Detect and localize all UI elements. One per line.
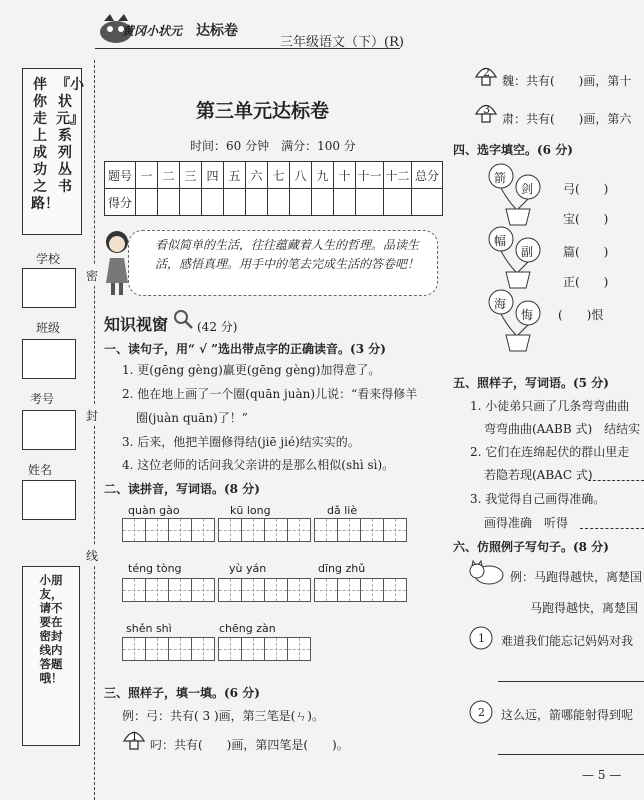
- score-cell[interactable]: [224, 189, 246, 216]
- vase-1-blank-2: 宝( ): [563, 212, 609, 226]
- knowledge-heading: 知识视窗: [104, 315, 169, 334]
- pinyin-3: dǎ liè: [327, 504, 358, 517]
- q5-line-5: 3. 我觉得自己画得准确。: [470, 492, 606, 506]
- q1-item-2-cont: 圈(juàn quān)了！”: [136, 411, 248, 425]
- slogan-box: [22, 68, 82, 235]
- knowledge-score: (42 分): [197, 320, 238, 334]
- time-info: 时间：60 分钟 满分：100 分: [190, 139, 356, 153]
- reminder-text: 小朋友，请不要在密封线内答题哦！: [39, 573, 63, 685]
- score-table: [104, 161, 443, 216]
- q1-item-4: 4. 这位老师的话问我父亲讲的是那么相似(shì sì)。: [122, 458, 395, 472]
- q3-num-2: 2: [483, 66, 490, 79]
- q5-answer-line-1[interactable]: [588, 480, 644, 481]
- score-cell[interactable]: [158, 189, 180, 216]
- char-grid-3[interactable]: [314, 518, 406, 542]
- col-1: 一: [136, 162, 158, 189]
- pinyin-4: téng tòng: [128, 562, 182, 575]
- score-cell[interactable]: [334, 189, 356, 216]
- score-cell[interactable]: [412, 189, 443, 216]
- school-field[interactable]: [22, 268, 76, 308]
- col-9: 九: [312, 162, 334, 189]
- char-grid-4[interactable]: [122, 578, 214, 602]
- score-cell[interactable]: [246, 189, 268, 216]
- score-table-score-row: [105, 189, 443, 216]
- col-8: 八: [290, 162, 312, 189]
- slogan-col-2: 伴你走上成功之路！: [31, 77, 59, 212]
- vase-1-char-2: 剑: [521, 182, 534, 196]
- col-total: 总分: [412, 162, 443, 189]
- header-rule: [95, 48, 400, 49]
- brand-name: 黄冈小状元: [122, 24, 183, 38]
- grade-label: 三年级语文（下）(R): [280, 35, 404, 50]
- score-cell[interactable]: [356, 189, 384, 216]
- seal-char-mi: 密: [86, 265, 98, 286]
- q3-num-3: 3: [483, 103, 490, 116]
- vase-3-char-2: 悔: [521, 308, 534, 322]
- score-cell[interactable]: [290, 189, 312, 216]
- col-3: 三: [180, 162, 202, 189]
- seal-line: [94, 60, 95, 800]
- exam-number-field[interactable]: [22, 410, 76, 450]
- col-4: 四: [202, 162, 224, 189]
- q3-heading: 三、照样子，填一填。(6 分): [104, 686, 260, 700]
- pinyin-5: yù yán: [229, 562, 267, 575]
- series-name: 达标卷: [196, 23, 238, 39]
- q1-heading: 一、读句子，用“ √ ”选出带点字的正确读音。(3 分): [104, 342, 386, 356]
- class-label: 班级: [35, 321, 60, 335]
- col-5: 五: [224, 162, 246, 189]
- q1-item-2: 2. 他在地上画了一个圈(quān juàn)儿说：“看来得修羊: [122, 387, 418, 401]
- pinyin-1: quàn gào: [128, 504, 180, 517]
- q6-answer-line-2[interactable]: [498, 754, 644, 755]
- exam-number-label: 考号: [29, 392, 54, 406]
- vase-2-blank-2: 正( ): [563, 275, 609, 289]
- q6-num-2: 2: [478, 706, 485, 719]
- q6-num-1: 1: [478, 632, 485, 645]
- q4-heading: 四、选字填空。(6 分): [453, 143, 573, 157]
- vase-2-blank-1: 篇( ): [563, 245, 609, 259]
- col-7: 七: [268, 162, 290, 189]
- q6-heading: 六、仿照例子写句子。(8 分): [453, 540, 609, 554]
- score-cell[interactable]: [180, 189, 202, 216]
- q5-line-1: 1. 小徒弟只画了几条弯弯曲曲: [470, 399, 630, 413]
- char-grid-7[interactable]: [122, 637, 214, 661]
- name-label: 姓名: [27, 463, 52, 477]
- vase-1-char-1: 箭: [494, 171, 507, 185]
- q5-line-4: 若隐若现(ABAC 式): [484, 468, 593, 482]
- slogan-col-1: 『小状元』系列丛书: [56, 77, 84, 195]
- q6-example: 例：马跑得越快，离楚国: [510, 570, 643, 584]
- score-table-label: 题号: [105, 162, 136, 189]
- q6-item-2: 这么远，箭哪能射得到呢: [501, 708, 634, 722]
- class-field[interactable]: [22, 339, 76, 379]
- seal-char-feng: 封: [86, 405, 98, 426]
- vase-1-blank-1: 弓( ): [563, 182, 609, 196]
- school-label: 学校: [35, 252, 60, 266]
- char-grid-1[interactable]: [122, 518, 214, 542]
- pinyin-8: chēng zàn: [219, 622, 276, 635]
- pinyin-7: shěn shì: [126, 622, 172, 635]
- score-row-label: 得分: [105, 189, 136, 216]
- q1-item-1: 1. 更(gēng gèng)赢更(gēng gèng)加得意了。: [122, 363, 381, 377]
- q5-line-3: 2. 它们在连绵起伏的群山里走: [470, 445, 630, 459]
- vase-3-blank-1: ( )恨: [558, 308, 604, 322]
- q6-answer-line-1[interactable]: [498, 681, 644, 682]
- q6-item-1: 难道我们能忘记妈妈对我: [501, 634, 634, 648]
- q6-example-2: 马跑得越快，离楚国: [530, 601, 639, 615]
- score-table-header-row: [105, 162, 443, 189]
- vase-3-char-1: 海: [494, 297, 507, 311]
- pinyin-6: dīng zhǔ: [318, 562, 366, 575]
- score-cell[interactable]: [312, 189, 334, 216]
- col-6: 六: [246, 162, 268, 189]
- char-grid-5[interactable]: [218, 578, 310, 602]
- q3-num-1: 1: [131, 730, 138, 743]
- q5-answer-line-2[interactable]: [580, 528, 644, 529]
- q2-heading: 二、读拼音，写词语。(8 分): [104, 482, 260, 496]
- char-grid-6[interactable]: [314, 578, 406, 602]
- col-2: 二: [158, 162, 180, 189]
- reminder-box: [22, 566, 80, 746]
- col-12: 十二: [384, 162, 412, 189]
- q1-item-3: 3. 后来，他把羊圈修得结(jiē jié)结实实的。: [122, 435, 360, 449]
- exam-title: 第三单元达标卷: [196, 100, 330, 122]
- score-cell[interactable]: [268, 189, 290, 216]
- q5-line-6: 画得准确 听得: [484, 516, 569, 530]
- score-cell[interactable]: [136, 189, 158, 216]
- pinyin-2: kū long: [230, 504, 271, 517]
- col-11: 十一: [356, 162, 384, 189]
- q3-item-2: 魏：共有( )画，第十: [502, 74, 632, 88]
- tip-text: 看似简单的生活，往往蕴藏着人生的哲理。品读生活，感悟真理。用手中的笔去完成生活的答卷吧！: [155, 238, 420, 271]
- char-grid-8[interactable]: [218, 637, 310, 661]
- magnifier-icon: [172, 308, 194, 330]
- q5-heading: 五、照样子，写词语。(5 分): [453, 376, 609, 390]
- char-grid-2[interactable]: [218, 518, 310, 542]
- q3-example: 例：弓：共有( 3 )画，第三笔是(ㄣ)。: [122, 709, 324, 723]
- q3-item-3: 肃：共有( )画，第六: [502, 112, 632, 126]
- seal-char-xian: 线: [86, 545, 98, 566]
- vase-2-char-2: 副: [521, 245, 534, 259]
- name-field[interactable]: [22, 480, 76, 520]
- q3-item-1: 叼：共有( )画，第四笔是( )。: [150, 738, 349, 752]
- tip-bubble: [128, 230, 438, 296]
- page-number: — 5 —: [582, 768, 622, 782]
- vase-2-char-1: 幅: [494, 234, 507, 248]
- score-cell[interactable]: [202, 189, 224, 216]
- col-10: 十: [334, 162, 356, 189]
- score-cell[interactable]: [384, 189, 412, 216]
- q5-line-2: 弯弯曲曲(AABB 式) 结结实: [484, 422, 641, 436]
- cat-icon: [467, 560, 505, 586]
